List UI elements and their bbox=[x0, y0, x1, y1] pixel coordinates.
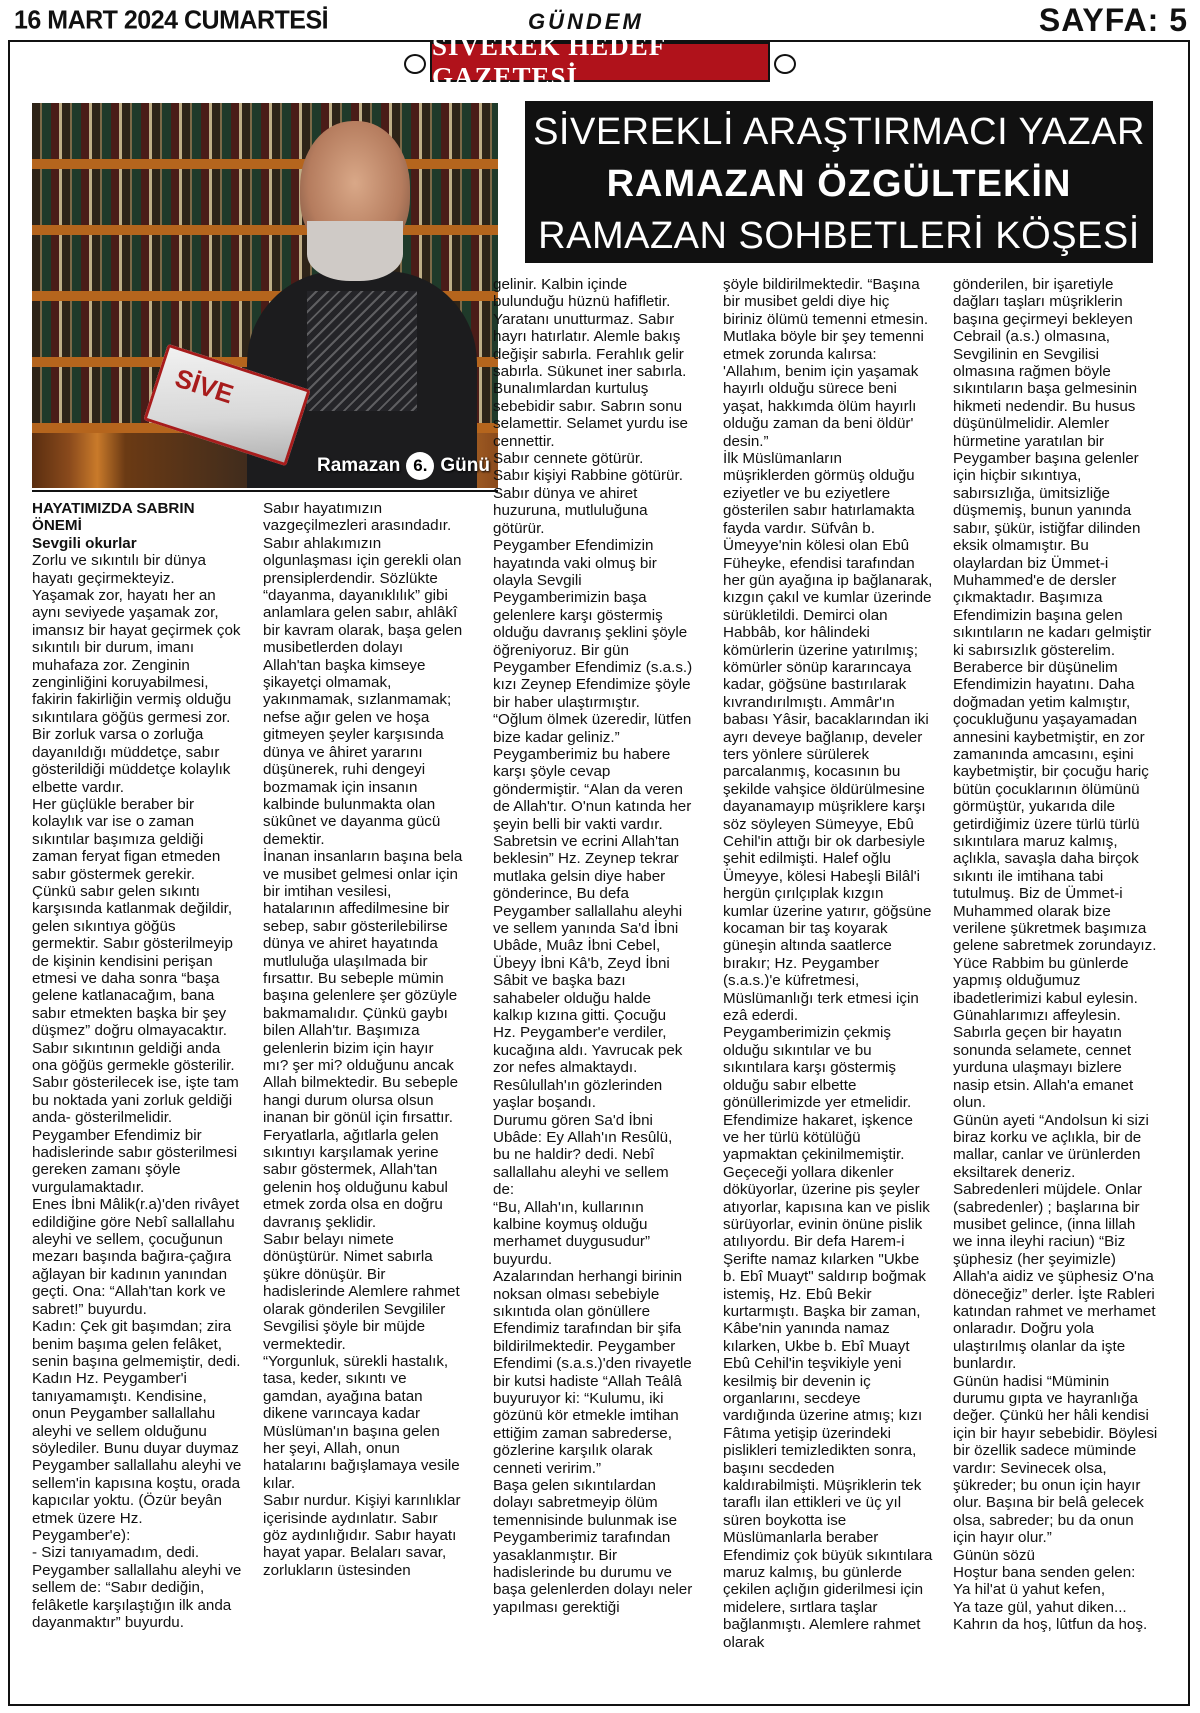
shelf bbox=[32, 225, 498, 235]
bookshelf-row bbox=[32, 169, 498, 225]
article-text: Zorlu ve sıkıntılı bir dünya hayatı geçirmekteyiz. Yaşamak zor, hayatı her an aynı seviyede yaşamak zor, imansız bir hayat geçirmek çok sıkıntılı bir durum, imanı muhafaza zor. Zenginin zenginliğini koruyabilmesi, fakirin fakirliğin vermiş olduğu sıkıntılara göğüs germesi zor. Bir zorluk varsa o zorluğa dayanıldığı müddetçe, sabır gösterildiği müddetçe kolaylık elbette vardır. Her güçlükle beraber bir kolaylık var ise o zaman sıkıntılar başımıza geldiği zaman feryat figan etmeden sabır göstermek gerekir. Çünkü sabır gelen sıkıntı karşısında katlanmak değildir, gelen sıkıntıya göğüs germektir. Sabır gösterilmeyip de kişinin kendisini perişan etmesi ve daha sonra “başa gelene katlanacağım, bana sabır etmekten başka bir şey düşmez” doğru olmayacaktır. Sabır sıkıntının geldiği anda ona göğüs germekle gösterilir. Sabır gösterilecek ise, işte tam bu noktada yani zorluk geldiği anda- gösterilmelidir. Peygamber Efendimiz bir hadislerinde sabır gösterilmesi gereken zamanı şöyle vurgulamaktadır. Enes İbni Mâlik(r.a)'den rivâyet edildiğine göre Nebî sallallahu aleyhi ve sellem, çocuğunun mezarı başında bağıra-çağıra ağlayan bir kadının yanından geçti. Ona: “Allah'tan kork ve sabret!” buyurdu. Kadın: Çek git başımdan; zira benim başıma gelen felâket, senin başına gelmemiştir, dedi. Kadın Hz. Peygamber'i tanıyamamıştı. Kendisine, onun Peygamber sallallahu aleyhi ve sellem olduğunu söylediler. Bunu duyar duymaz Peygamber sallallahu aleyhi ve sellem'in kapısına koştu, orada kapıcılar yoktu. (Özür beyân etmek üzere Hz. Peygamber'e): - Sizi tanıyamadım, dedi. Peygamber sallallahu aleyhi ve sellem de: “Sabır dediğin, felâketle karşılaştığın ilk anda dayanmaktır” buyurdu. bbox=[32, 552, 242, 1631]
title-line-1: SİVEREKLİ ARAŞTIRMACI YAZAR bbox=[533, 111, 1145, 153]
shelf bbox=[32, 159, 498, 169]
caption-suffix: Günü bbox=[440, 455, 490, 476]
article-text: şöyle bildirilmektedir. “Başına bir musibet geldi diye hiç biriniz ölümü temenni etmesin. Mutlaka böyle bir şey temenni etmek zorunda kalırsa: 'Allahım, benim için yaşamak hayırlı olduğu sürece beni yaşat, hakkımda ölüm hayırlı olduğu zaman da beni öldür' desin.” İlk Müslümanların müşriklerden görmüş olduğu eziyetler ve bu eziyetlere gösterilen sabır hatırlamakta fayda vardır. Süfvân b. Ümeyye'nin kölesi olan Ebû Füheyke, efendisi tarafından her gün ayağına ip bağlanarak, kızgın çakıl ve kumlar üzerinde sürükletildi. Demirci olan Habbâb, kor hâlindeki kömürlerin üzerine yatırılmış; kömürler sönüp kararıncaya kadar, göğsüne bastırılarak kıvrandırılmıştı. Ammâr'ın babası Yâsir, bacaklarından iki ayrı deveye bağlanıp, develer ters yönlere sürülerek parcalanmış, kocasının bu şekilde vahşice öldürülmesine dayanamayıp müşriklere karşı söz söyleyen Sümeyye, Ebû Cehil'in attığı bir ok darbesiyle şehit edilmişti. Halef oğlu Ümeyye, kölesi Habeşli Bilâl'i hergün çırılçıplak kızgın kumlar üzerine yatırır, göğsüne kocaman bir taş koyarak güneşin altında saatlerce bırakır; Hz. Peygamber (s.a.s.)'e küfretmesi, Müslümanlığı terk etmesi için ezâ ederdi. Peygamberimizin çekmiş olduğu sıkıntılar ve bu sıkıntılara karşı göstermiş olduğu sabır elbette gönüllerimizde yer etmelidir. Efendimize hakaret, işkence ve her türlü kötülüğü yapmaktan çekinilmemiştir. Geçeceği yollara dikenler döküyorlar, üzerine pis şeyler atıyorlar, kapısına kan ve pislik sürüyorlar, evinin önüne pislik atılıyordu. Bir defa Harem-i Şerifte namaz kılarken "Ukbe b. Ebî Muayt" saldırıp boğmak istemiş, Hz. Ebû Bekir kurtarmıştı. Başka bir zaman, Kâbe'nin yanında namaz kılarken, Ukbe b. Ebî Muayt Ebû Cehil'in teşvikiyle yeni kesilmiş bir devenin iç organlarını, secdeye vardığında üzerine atmış; kızı Fâtıma yetişip üzerindeki pislikleri temizledikten sonra, başını secdeden kaldırabilmişti. Müşriklerin tek taraflı ilan ettikleri ve üç yıl süren boykotta ise Müslümanlarla beraber Efendimiz çok büyük sıkıntılara maruz kalmış, bu günlerde çekilen açlığın giderilmesi için midelere, sırtlara taşlar bağlanmıştı. Alemlere rahmet olarak bbox=[723, 276, 933, 1651]
title-line-3: RAMAZAN SOHBETLERİ KÖŞESİ bbox=[538, 215, 1140, 257]
caption-prefix: Ramazan bbox=[316, 455, 401, 476]
article-heading: HAYATIMIZDA SABRIN ÖNEMİ bbox=[32, 500, 195, 535]
article-text: gönderilen, bir işaretiyle dağları taşları müşriklerin başına geçirmeyi bekleyen Cebrail (a.s.) olmasına, Sevgilinin en Sevgilisi olmasına rağmen böyle sıkıntıların başa gelmesinin hikmeti nedendir. Bu husus düşünülmelidir. Alemler hürmetine yaratılan bir Peygamber başına gelenler için hiçbir sıkıntıya, sabırsızlığa, ümitsizliğe düşmemiş, bunun yanında sabır, şükür, istiğfar dilinden eksik olmamıştır. Bu olaylardan biz Ümmet-i Muhammed'e de dersler çıkmaktadır. Başımıza Efendimizin başına gelen sıkıntıların ne kadarı gelmiştir ki sabırsızlık gösterelim. Beraberce bir düşünelim Efendimizin hayatını. Daha doğmadan yetim kalmıştır, çocukluğunu yaşayamadan annesini kaybetmiştir, en zor zamanında amcasını, eşini kaybetmiştir, bir çocuğu hariç bütün çocuklarının ölümünü görmüştür, yukarıda dile getirdiğimiz üzere türlü türlü sıkıntılara maruz kalmış, açlıkla, savaşla daha birçok sıkıntı ile imtihana tabi tutulmuş. Biz de Ümmet-i Muhammed olarak bize verilene şükretmek başımıza gelene sabretmek zorundayız. Yüce Rabbim bu günlerde yapmış olduğumuz ibadetlerimizi kabul eylesin. Günahlarımızı affeylesin. Sabırla geçen bir hayatın sonunda selamete, cennet yurduna ulaşmayı bizlere nasip etsin. Allah'a emanet olun. Günün ayeti “Andolsun ki sizi biraz korku ve açlıkla, bir de mallar, canlar ve ürünlerden eksiltarek deneriz. Sabredenleri müjdele. Onlar (sabredenler) ; başlarına bir musibet gelince, (inna lillah we inna ileyhi raciun) “Biz şüphesiz (her şeyimizle) Allah'a aidiz ve şüphesiz O'na döneceğiz” derler. İşte Rableri katından rahmet ve merhamet onlaradır. Doğru yola ulaştırılmış olanlar da işte bunlardır. Günün hadisi “Müminin durumu gıpta ve hayranlığa değer. Çünkü her hâli kendisi için bir hayır sebebidir. Böylesi bir özellik sadece müminde vardır: Sevinecek olsa, şükreder; bu onun için hayır olur. Başına bir belâ gelecek olsa, sabreder; bu da onun için hayır olur.” Günün sözü Hoştur bana senden gelen: Ya hil'at ü yahut kefen, Ya taze gül, yahut diken... Kahrın da hoş, lûtfun da hoş. bbox=[953, 276, 1158, 1634]
article-text: gelinir. Kalbin içinde bulunduğu hüznü hafifletir. Yaratanı unutturmaz. Sabır hayrı hatırlatır. Alemle bakış değişir sabırla. Ferahlık gelir sabırla. Sükunet iner sabırla. Bunalımlardan kurtuluş sebebidir sabır. Sabrın sonu selamettir. Selamet yurdu ise cennettir. Sabır cennete götürür. Sabır kişiyi Rabbine götürür. Sabır dünya ve ahiret huzuruna, mutluluğuna götürür. Peygamber Efendimizin hayatında vaki olmuş bir olayla Sevgili Peygamberimizin başa gelenlere karşı göstermiş olduğu davranış şeklini şöyle öğreniyoruz. Bir gün Peygamber Efendimiz (s.a.s.) kızı Zeynep Efendimize şöyle bir haber ulaştırmıştır. “Oğlum ölmek üzeredir, lütfen bize kadar geliniz.” Peygamberimiz bu habere karşı şöyle cevap göndermiştir. “Alan da veren de Allah'tır. O'nun katında her şeyin belli bir vakti vardır. Sabretsin ve ecrini Allah'tan beklesin” Hz. Zeynep tekrar mutlaka gelsin diye haber gönderince, Bu defa Peygamber sallallahu aleyhi ve sellem yanında Sa'd İbni Ubâde, Muâz İbni Cebel, Übeyy İbni Kâ'b, Zeyd İbni Sâbit ve başka bazı sahabeler olduğu halde kalkıp kızına gitti. Çocuğu Hz. Peygamber'e verdiler, kucağına aldı. Yavrucak pek zor nefes almaktaydı. Resûlullah'ın gözlerinden yaşlar boşandı. Durumu gören Sa'd İbni Ubâde: Ey Allah'ın Resûlü, bu ne haldir? dedi. Nebî sallallahu aleyhi ve sellem de: “Bu, Allah'ın, kullarının kalbine koymuş olduğu merhamet duygusudur” buyurdu. Azalarından herhangi birinin noksan olması sebebiyle sıkıntıda olan gönüllere Efendimiz tarafından bir şifa bildirilmektedir. Peygamber Efendimi (s.a.s.)'den rivayetle bir kutsi hadiste “Allah Teâlâ buyuruyor ki: “Kulumu, iki gözünü kör etmekle imtihan ettiğim zaman sabrederse, gözlerine karşılık olarak cenneti veririm.” Başa gelen sıkıntılardan dolayı sabretmeyip ölüm temennisinde bulunmak ise Peygamberimiz tarafından yasaklanmıştır. Bir hadislerinde bu durumu ve başa gelenlerden dolayı neler yapılması gerektiği bbox=[493, 276, 693, 1616]
issue-date: 16 MART 2024 CUMARTESİ bbox=[14, 5, 329, 35]
newspaper-masthead bbox=[430, 31, 770, 92]
photo-divider bbox=[32, 490, 498, 492]
caption-day-number: 6. bbox=[406, 452, 434, 480]
page-number: SAYFA: 5 bbox=[1038, 2, 1188, 38]
article-text: Sabır hayatımızın vazgeçilmezleri arasındadır. Sabır ahlakımızın olgunlaşması için gerekli olan prensiplerdendir. Sözlükte “dayanma, dayanıklılık” gibi anlamlara gelen sabır, ahlâkî bir kavram olarak, başa gelen musibetlerden dolayı Allah'tan başka kimseye şikayetçi olmamak, yakınmamak, sızlanmamak; nefse ağır gelen ve hoşa gitmeyen şeyler karşısında dünya ve âhiret yararını düşünerek, ruhi dengeyi bozmamak için insanın kalbinde bulunmakta olan sükûnet ve dayanma gücü demektir. İnanan insanların başına bela ve musibet gelmesi onlar için bir imtihan vesilesi, hatalarının affedilmesine bir sebep, sabır gösterilebilirse dünya ve ahiret hayatında mutluluğa ulaşılmada bir fırsattır. Bu sebeple mümin başına gelenlere şer gözüyle bakmamalıdır. Çünkü gaybı bilen Allah'tır. Başımıza gelenlerin bizim için hayır mı? şer mi? olduğunu ancak Allah bilmektedir. Bu sebeple hangi durum olursa olsun inanan bir gönül için fırsattır. Feryatlarla, ağıtlarla gelen sıkıntıyı karşılamak yerine sabır göstermek, Allah'tan gelenin hoş olduğunu kabul etmek zorda olsa en doğru davranış şeklidir. Sabır belayı nimete dönüştürür. Nimet sabırla şükre dönüşür. Bir hadislerinde Alemlere rahmet olarak gönderilen Sevgililer Sevgilisi şöyle bir müjde vermektedir. “Yorgunluk, sürekli hastalık, tasa, keder, sıkıntı ve gamdan, ayağına batan dikene varıncaya kadar Müslüman'ın başına gelen her şeyi, Allah, onun hatalarını bağışlamaya vesile kılar. Sabır nurdur. Kişiyi karınlıklar içerisinde aydınlatır. Sabır göz aydınlığıdır. Sabır hayatı hayat yapar. Belaları savar, zorlukların üstesinden bbox=[263, 500, 463, 1579]
section-name: GÜNDEM bbox=[528, 9, 644, 34]
masthead-label: SİVEREK HEDEF GAZETESİ bbox=[432, 31, 666, 92]
article-column-5 bbox=[953, 276, 1158, 1706]
article-column-4 bbox=[723, 276, 933, 1706]
article-column-3 bbox=[493, 276, 693, 1706]
person-beard bbox=[307, 221, 403, 281]
article-column-1 bbox=[32, 500, 242, 1700]
article-salutation: Sevgili okurlar bbox=[32, 534, 137, 552]
bookshelf-row bbox=[32, 103, 498, 159]
article-column-2 bbox=[263, 500, 463, 1700]
title-author-name: RAMAZAN ÖZGÜLTEKİN bbox=[606, 163, 1072, 205]
book-cover-text: SİVE bbox=[171, 362, 238, 410]
column-title-box bbox=[525, 101, 1153, 263]
author-photo bbox=[32, 103, 498, 488]
photo-caption bbox=[317, 452, 490, 480]
